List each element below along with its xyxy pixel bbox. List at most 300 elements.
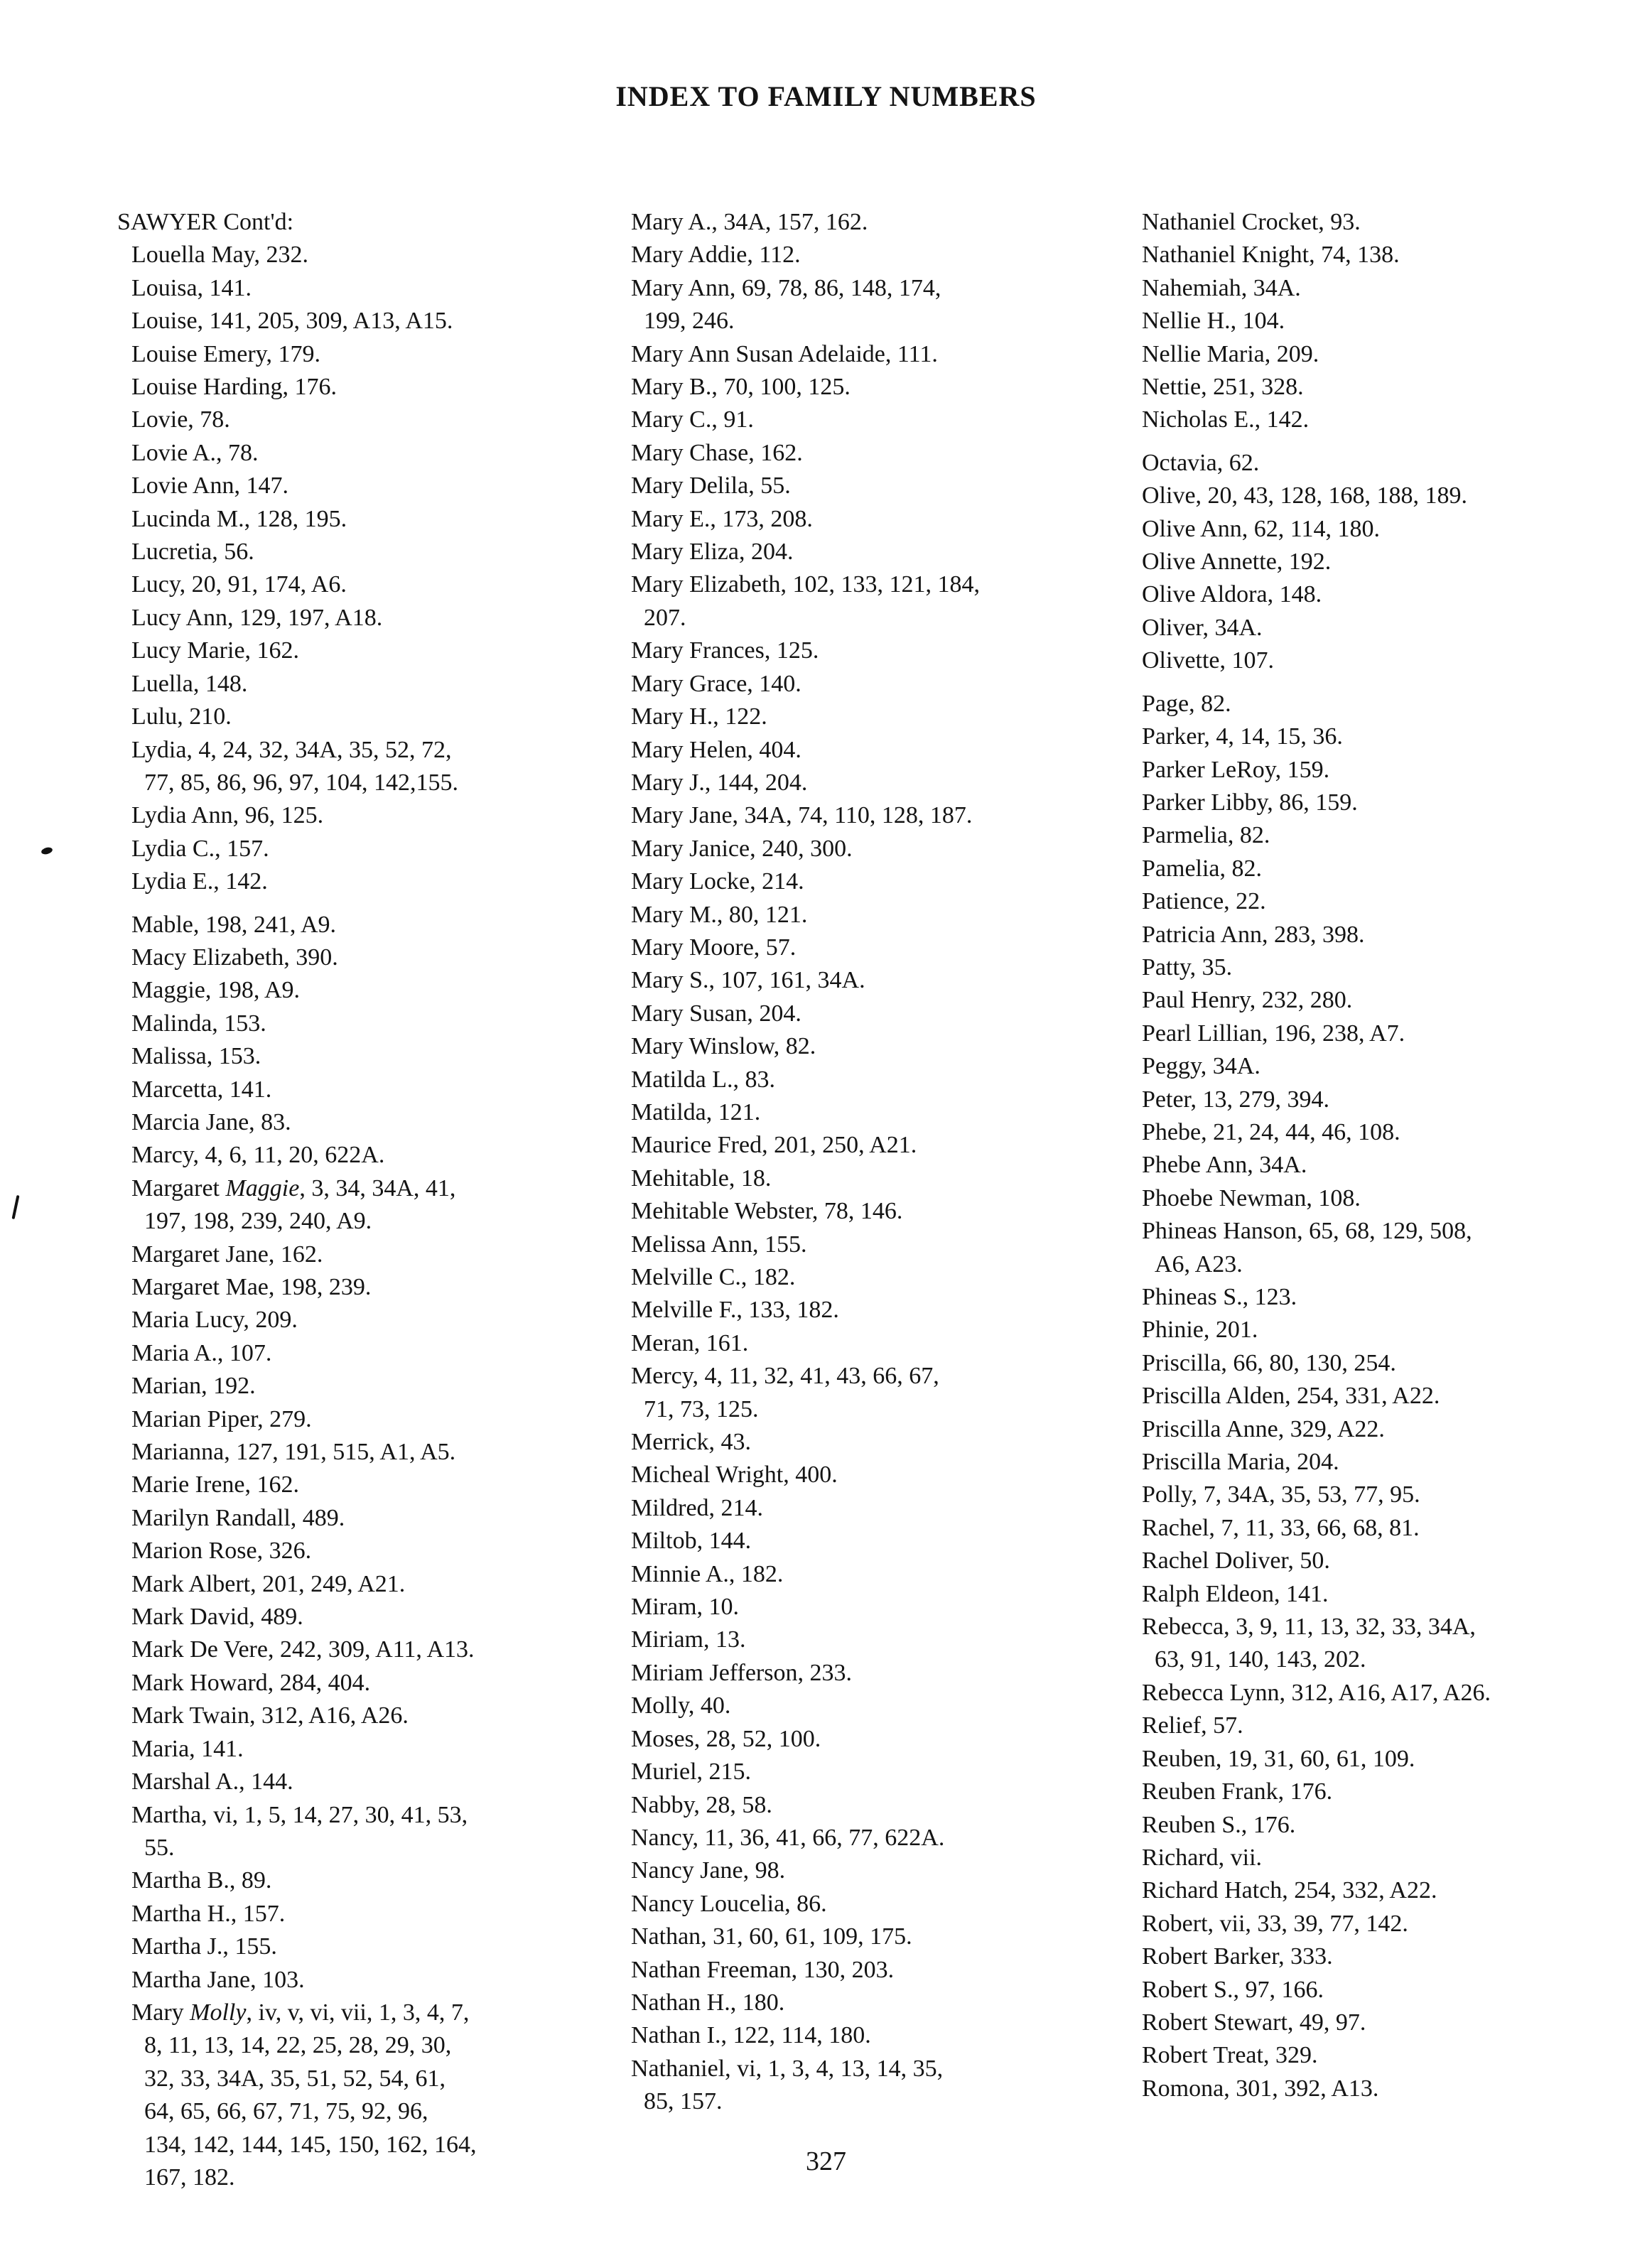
index-entry	[617, 437, 1100, 470]
index-entry	[117, 1304, 600, 1336]
index-entry	[117, 1930, 600, 1963]
index-entry-continuation: 77, 85, 86, 96, 97, 104, 142,155.	[144, 769, 458, 796]
index-entry	[617, 833, 1100, 865]
index-entry	[617, 503, 1100, 536]
index-entry	[617, 470, 1100, 502]
index-entry	[617, 1888, 1100, 1921]
index-entry	[117, 1040, 600, 1073]
index-entry	[617, 1426, 1100, 1459]
index-entry-line: Lucy Ann, 129, 197, A18.	[131, 604, 383, 631]
index-entry-line: Marianna, 127, 191, 515, A1, A5.	[131, 1439, 456, 1466]
index-entry	[1128, 1743, 1639, 1776]
index-entry	[117, 1568, 600, 1601]
index-entry	[1128, 371, 1639, 404]
index-entry	[1128, 720, 1639, 753]
index-entry-line: Lucy, 20, 91, 174, A6.	[131, 571, 347, 598]
index-entry	[117, 1074, 600, 1106]
index-entry	[617, 1921, 1100, 1953]
index-entry	[617, 1525, 1100, 1557]
index-entry	[1128, 1842, 1639, 1874]
index-entry	[1128, 1677, 1639, 1710]
index-entry	[1128, 546, 1639, 578]
index-entry-line: Maria A., 107.	[131, 1339, 272, 1366]
index-entry	[117, 1469, 600, 1501]
index-entry	[617, 1591, 1100, 1624]
index-entry-line: Lovie, 78.	[131, 406, 230, 433]
index-entry	[617, 1854, 1100, 1887]
index-entry-line: Mary Delila, 55.	[631, 472, 791, 499]
index-entry-line: Martha H., 157.	[131, 1900, 286, 1927]
letter-group-gap	[1128, 678, 1639, 688]
index-entry	[617, 1723, 1100, 1756]
index-entry	[1128, 1710, 1639, 1742]
index-entry	[617, 1162, 1100, 1195]
index-entry-line: Marilyn Randall, 489.	[131, 1504, 345, 1531]
index-entry	[117, 1964, 600, 1997]
index-entry	[1128, 1215, 1639, 1281]
index-entry-continuation: 64, 65, 66, 67, 71, 75, 92, 96,	[144, 2098, 428, 2125]
index-entry	[117, 602, 600, 634]
index-entry	[117, 1008, 600, 1040]
index-entry-line: Priscilla, 66, 80, 130, 254.	[1142, 1349, 1396, 1376]
index-entry-line: Mary A., 34A, 157, 162.	[631, 209, 868, 235]
index-entry-line: Robert Treat, 329.	[1142, 2042, 1318, 2069]
index-entry-line: Priscilla Maria, 204.	[1142, 1449, 1339, 1476]
index-entry-line: Louise Harding, 176.	[131, 374, 337, 401]
index-entry-line: Phebe, 21, 24, 44, 46, 108.	[1142, 1118, 1400, 1145]
index-entry-line: Marian, 192.	[131, 1373, 256, 1400]
index-entry-line: Minnie A., 182.	[631, 1560, 784, 1587]
index-entry-line: Polly, 7, 34A, 35, 53, 77, 95.	[1142, 1481, 1420, 1508]
index-entry	[117, 1106, 600, 1139]
index-entry-line: Louisa, 141.	[131, 274, 252, 301]
index-entry-line: Olive Ann, 62, 114, 180.	[1142, 515, 1380, 542]
index-entry-line: Nancy, 11, 36, 41, 66, 77, 622A.	[631, 1824, 945, 1851]
index-entry	[617, 1360, 1100, 1426]
index-entry	[117, 1633, 600, 1666]
index-entry-line: Melissa Ann, 155.	[631, 1231, 807, 1258]
index-entry-line: Mehitable, 18.	[631, 1165, 772, 1192]
index-entry-line: Phoebe Newman, 108.	[1142, 1184, 1361, 1211]
index-entry-line: Melville C., 182.	[631, 1264, 796, 1290]
index-entry	[117, 437, 600, 470]
index-entry-line: Mary Jane, 34A, 74, 110, 128, 187.	[631, 802, 973, 829]
page-number: 327	[806, 2146, 846, 2176]
index-entry-line: Reuben S., 176.	[1142, 1811, 1296, 1838]
index-entry-line: Mary Molly, iv, v, vi, vii, 1, 3, 4, 7,	[131, 1999, 470, 2026]
index-entry-line: Mark Twain, 312, A16, A26.	[131, 1702, 409, 1729]
index-entry-line: Lucy Marie, 162.	[131, 637, 300, 664]
index-entry	[117, 305, 600, 337]
index-entry-line: Mildred, 214.	[631, 1494, 764, 1521]
index-entry	[117, 941, 600, 974]
index-entry-line: Mary H., 122.	[631, 703, 767, 730]
index-entry	[617, 1789, 1100, 1822]
index-entry	[617, 568, 1100, 634]
index-entry-line: Miriam Jefferson, 233.	[631, 1659, 852, 1686]
index-entry-line: Mary Grace, 140.	[631, 670, 801, 697]
index-entry	[117, 1502, 600, 1535]
index-entry	[117, 865, 600, 898]
index-entry	[117, 568, 600, 601]
index-entry	[617, 1558, 1100, 1591]
index-entry-line: Nabby, 28, 58.	[631, 1791, 772, 1818]
index-entry-line: Mary Susan, 204.	[631, 1000, 801, 1027]
index-entry-line: Marion Rose, 326.	[131, 1538, 312, 1565]
index-entry-line: Olive Aldora, 148.	[1142, 581, 1322, 608]
index-entry	[617, 1195, 1100, 1228]
index-entry-line: Richard Hatch, 254, 332, A22.	[1142, 1877, 1437, 1904]
index-entry	[117, 1271, 600, 1304]
index-entry	[117, 974, 600, 1007]
index-entry-line: Micheal Wright, 400.	[631, 1462, 838, 1489]
index-entry	[1128, 1809, 1639, 1842]
index-entry-line: Margaret Mae, 198, 239.	[131, 1274, 372, 1300]
index-entry	[617, 404, 1100, 436]
index-entry-continuation: 207.	[644, 604, 686, 631]
index-entry-line: Miram, 10.	[631, 1594, 740, 1621]
index-entry-continuation: 63, 91, 140, 143, 202.	[1155, 1646, 1366, 1673]
index-entry-line: Rebecca Lynn, 312, A16, A17, A26.	[1142, 1679, 1491, 1706]
index-entry-line: Mary Locke, 214.	[631, 868, 804, 895]
index-entry-line: Nathaniel, vi, 1, 3, 4, 13, 14, 35,	[631, 2055, 944, 2082]
index-entry	[117, 833, 600, 865]
index-entry-line: Mercy, 4, 11, 32, 41, 43, 66, 67,	[631, 1363, 939, 1390]
index-entry-line: Mary Moore, 57.	[631, 934, 797, 961]
index-entry-line: Lydia E., 142.	[131, 868, 268, 895]
index-entry	[1128, 1974, 1639, 2007]
index-entry	[1128, 1413, 1639, 1446]
index-entry-line: Lucinda M., 128, 195.	[131, 505, 347, 532]
index-entry-line: Maria, 141.	[131, 1735, 244, 1762]
index-entry	[1128, 1017, 1639, 1050]
index-entry-line: Matilda L., 83.	[631, 1066, 776, 1093]
index-entry-line: Lucretia, 56.	[131, 539, 254, 566]
index-entry-line: Marcetta, 141.	[131, 1076, 272, 1103]
index-entry-line: Mary Winslow, 82.	[631, 1033, 816, 1060]
margin-ink-tick	[12, 1195, 20, 1219]
index-entry-line: Nathaniel Crocket, 93.	[1142, 209, 1361, 235]
index-entry	[117, 503, 600, 536]
index-entry	[617, 1228, 1100, 1261]
index-entry	[117, 1766, 600, 1798]
index-entry-line: Luella, 148.	[131, 670, 248, 697]
index-entry	[117, 799, 600, 832]
index-entry-line: Olive Annette, 192.	[1142, 549, 1332, 576]
index-entry	[1128, 2039, 1639, 2072]
index-entry	[117, 404, 600, 436]
index-entry	[1128, 853, 1639, 885]
index-entry	[117, 634, 600, 667]
index-entry-line: Reuben, 19, 31, 60, 61, 109.	[1142, 1745, 1415, 1772]
index-entry-continuation: 32, 33, 34A, 35, 51, 52, 54, 61,	[144, 2065, 446, 2092]
index-entry-line: Nathan Freeman, 130, 203.	[631, 1956, 895, 1983]
index-entry	[117, 1667, 600, 1700]
index-entry	[117, 909, 600, 941]
index-entry-line: Melville F., 133, 182.	[631, 1297, 839, 1324]
index-entry	[117, 1700, 600, 1732]
section-heading: SAWYER Cont'd:	[117, 209, 294, 235]
index-entry-line: Mehitable Webster, 78, 146.	[631, 1198, 903, 1225]
index-entry-continuation: 71, 73, 125.	[644, 1395, 759, 1422]
index-entry-line: Lulu, 210.	[131, 703, 232, 730]
index-entry-line: Olivette, 107.	[1142, 647, 1275, 674]
index-entry	[617, 206, 1100, 239]
index-entry-line: Olive, 20, 43, 128, 168, 188, 189.	[1142, 482, 1468, 509]
index-entry	[117, 1799, 600, 1865]
index-entry-line: Mary Ann Susan Adelaide, 111.	[631, 340, 938, 367]
index-entry	[617, 2053, 1100, 2119]
index-entry	[1128, 1578, 1639, 1611]
index-entry-line: Mary Helen, 404.	[631, 736, 801, 763]
index-entry-line: Parker Libby, 86, 159.	[1142, 789, 1358, 816]
index-entry	[1128, 1545, 1639, 1577]
index-entry	[1128, 1116, 1639, 1149]
index-entry-line: Martha Jane, 103.	[131, 1966, 305, 1993]
index-entry	[1128, 951, 1639, 984]
index-entry	[617, 1624, 1100, 1656]
index-entry-line: Mary Chase, 162.	[631, 439, 803, 466]
index-entry	[1128, 984, 1639, 1017]
index-entry	[117, 734, 600, 800]
index-entry-line: Oliver, 34A.	[1142, 614, 1263, 641]
index-entry	[117, 371, 600, 404]
index-entry	[617, 1294, 1100, 1327]
index-entry-line: Mary Addie, 112.	[631, 242, 801, 269]
index-entry-line: Matilda, 121.	[631, 1098, 761, 1125]
index-entry-line: Page, 82.	[1142, 690, 1231, 717]
index-entry	[617, 1822, 1100, 1854]
index-entry	[617, 272, 1100, 338]
index-entry	[117, 1601, 600, 1633]
index-entry-line: Pearl Lillian, 196, 238, A7.	[1142, 1020, 1405, 1047]
index-entry-line: Mary Frances, 125.	[631, 637, 819, 664]
index-entry-line: Patience, 22.	[1142, 888, 1266, 915]
index-entry	[117, 701, 600, 733]
index-entry-line: Pamelia, 82.	[1142, 855, 1263, 882]
index-entry-line: Robert Barker, 333.	[1142, 1943, 1333, 1970]
index-entry-line: Nathan I., 122, 114, 180.	[631, 2022, 871, 2049]
index-entry	[617, 1129, 1100, 1162]
index-entry-line: Martha J., 155.	[131, 1933, 277, 1960]
index-entry-line: Mark Howard, 284, 404.	[131, 1669, 371, 1696]
index-entry-line: Mary B., 70, 100, 125.	[631, 374, 851, 401]
index-entry-line: Romona, 301, 392, A13.	[1142, 2075, 1379, 2102]
index-entry-line: Malissa, 153.	[131, 1043, 261, 1070]
index-entry-line: Lydia Ann, 96, 125.	[131, 802, 324, 829]
index-entry	[1128, 688, 1639, 720]
index-entry	[617, 371, 1100, 404]
index-entry	[117, 668, 600, 701]
index-entry	[117, 1370, 600, 1403]
index-entry	[617, 668, 1100, 701]
index-entry	[1128, 578, 1639, 611]
index-entry	[1128, 404, 1639, 436]
index-entry-line: Ralph Eldeon, 141.	[1142, 1580, 1329, 1607]
index-entry-line: Mary E., 173, 208.	[631, 505, 813, 532]
index-entry	[1128, 2073, 1639, 2105]
index-entry-continuation: 134, 142, 144, 145, 150, 162, 164,	[144, 2131, 477, 2158]
index-entry	[617, 1459, 1100, 1491]
index-entry-line: Moses, 28, 52, 100.	[631, 1725, 821, 1752]
index-entry	[617, 701, 1100, 733]
index-entry	[617, 1261, 1100, 1294]
index-entry	[1128, 754, 1639, 787]
index-entry-line: Marie Irene, 162.	[131, 1471, 300, 1498]
index-entry-line: Richard, vii.	[1142, 1844, 1263, 1871]
index-entry	[117, 1864, 600, 1897]
index-entry	[1128, 1084, 1639, 1116]
index-entry	[1128, 447, 1639, 480]
index-entry	[1128, 1380, 1639, 1413]
index-entry-line: Nicholas E., 142.	[1142, 406, 1310, 433]
index-entry	[1128, 644, 1639, 677]
index-entry	[617, 1030, 1100, 1063]
index-entry-line: Paul Henry, 232, 280.	[1142, 987, 1353, 1014]
index-entry-line: Phineas Hanson, 65, 68, 129, 508,	[1142, 1218, 1472, 1245]
index-entry	[117, 1139, 600, 1172]
index-entry	[117, 1535, 600, 1567]
index-entry-line: Mark De Vere, 242, 309, A11, A13.	[131, 1636, 475, 1663]
index-entry	[1128, 239, 1639, 271]
index-entry-line: Lydia, 4, 24, 32, 34A, 35, 52, 72,	[131, 736, 452, 763]
index-entry-line: Mark David, 489.	[131, 1604, 303, 1631]
index-entry-line: Nellie Maria, 209.	[1142, 340, 1319, 367]
index-entry-line: Louise, 141, 205, 309, A13, A15.	[131, 308, 453, 335]
index-entry	[617, 1492, 1100, 1525]
index-entry-continuation: 8, 11, 13, 14, 22, 25, 28, 29, 30,	[144, 2032, 452, 2059]
index-entry-continuation: 167, 182.	[144, 2164, 235, 2191]
index-entry-line: Macy Elizabeth, 390.	[131, 944, 338, 971]
index-entry	[1128, 1050, 1639, 1083]
index-entry-line: Relief, 57.	[1142, 1712, 1243, 1739]
index-entry	[117, 1898, 600, 1930]
index-entry-line: Nancy Jane, 98.	[631, 1857, 786, 1884]
index-entry	[617, 1690, 1100, 1722]
index-entry	[1128, 1479, 1639, 1511]
index-entry-continuation: 197, 198, 239, 240, A9.	[144, 1208, 372, 1235]
letter-group-gap	[117, 899, 600, 909]
index-entry	[1128, 513, 1639, 546]
index-entry	[617, 998, 1100, 1030]
index-entry-line: Mary M., 80, 121.	[631, 901, 808, 928]
index-entry	[1128, 612, 1639, 644]
index-entry	[1128, 819, 1639, 852]
index-entry	[117, 1436, 600, 1469]
index-entry-line: Malinda, 153.	[131, 1010, 266, 1037]
index-entry-continuation: A6, A23.	[1155, 1251, 1243, 1278]
index-entry	[117, 470, 600, 502]
index-entry	[617, 799, 1100, 832]
index-entry-line: Nathaniel Knight, 74, 138.	[1142, 242, 1400, 269]
index-column-3	[1128, 206, 1639, 2105]
index-entry-line: Margaret Jane, 162.	[131, 1241, 323, 1268]
index-entry-line: Louise Emery, 179.	[131, 340, 320, 367]
index-entry	[617, 865, 1100, 898]
index-entry	[617, 734, 1100, 767]
index-entry-line: Muriel, 215.	[631, 1759, 752, 1786]
index-entry	[117, 338, 600, 371]
index-entry	[1128, 885, 1639, 918]
index-entry	[617, 1756, 1100, 1788]
index-entry-line: Martha, vi, 1, 5, 14, 27, 30, 41, 53,	[131, 1801, 468, 1828]
index-entry	[1128, 272, 1639, 305]
index-entry	[1128, 1611, 1639, 1677]
index-entry	[117, 1337, 600, 1370]
index-entry-line: Mary Eliza, 204.	[631, 539, 794, 566]
index-entry	[617, 1954, 1100, 1987]
index-entry	[1128, 1347, 1639, 1380]
index-entry	[1128, 1512, 1639, 1545]
index-entry-line: Marcy, 4, 6, 11, 20, 622A.	[131, 1142, 385, 1169]
index-entry-line: Mary Janice, 240, 300.	[631, 835, 853, 862]
index-entry-line: Parmelia, 82.	[1142, 822, 1270, 849]
index-entry-line: Peter, 13, 279, 394.	[1142, 1086, 1329, 1113]
index-entry	[1128, 1182, 1639, 1215]
index-entry-line: Nahemiah, 34A.	[1142, 274, 1301, 301]
index-entry-line: Molly, 40.	[631, 1692, 731, 1719]
index-column-2	[617, 206, 1100, 2119]
index-entry	[117, 239, 600, 271]
index-entry-line: Octavia, 62.	[1142, 449, 1260, 476]
index-entry	[1128, 206, 1639, 239]
index-entry	[1128, 1874, 1639, 1907]
index-entry	[617, 931, 1100, 964]
index-entry-line: Parker, 4, 14, 15, 36.	[1142, 723, 1343, 750]
index-entry-line: Louella May, 232.	[131, 242, 308, 269]
index-entry	[617, 1327, 1100, 1360]
index-entry-line: Lydia C., 157.	[131, 835, 269, 862]
index-entry	[617, 536, 1100, 568]
index-entry-line: Robert S., 97, 166.	[1142, 1976, 1324, 2003]
page-title: INDEX TO FAMILY NUMBERS	[615, 80, 1037, 112]
index-entry	[617, 1657, 1100, 1690]
index-entry	[1128, 1940, 1639, 1973]
index-entry-continuation: 199, 246.	[644, 308, 735, 335]
index-entry-line: Mable, 198, 241, A9.	[131, 911, 337, 938]
index-entry	[117, 1733, 600, 1766]
index-entry-line: Robert Stewart, 49, 97.	[1142, 2009, 1366, 2036]
index-entry	[1128, 305, 1639, 337]
index-entry	[1128, 2007, 1639, 2039]
index-entry-line: Maria Lucy, 209.	[131, 1307, 298, 1334]
index-entry	[1128, 1446, 1639, 1479]
index-entry	[617, 239, 1100, 271]
index-entry-line: Priscilla Anne, 329, A22.	[1142, 1415, 1385, 1442]
index-column-1	[117, 206, 600, 2194]
index-entry	[1128, 1149, 1639, 1182]
index-entry-line: Maurice Fred, 201, 250, A21.	[631, 1132, 917, 1159]
index-entry	[117, 272, 600, 305]
index-entry	[117, 1172, 600, 1238]
index-entry	[617, 767, 1100, 799]
index-entry-continuation: 55.	[144, 1834, 175, 1861]
index-entry-line: Rebecca, 3, 9, 11, 13, 32, 33, 34A,	[1142, 1614, 1476, 1641]
index-entry-line: Margaret Maggie, 3, 34, 34A, 41,	[131, 1174, 456, 1201]
index-entry-line: Marian Piper, 279.	[131, 1405, 312, 1432]
index-entry-line: Peggy, 34A.	[1142, 1053, 1260, 1080]
index-entry-line: Nellie H., 104.	[1142, 308, 1285, 335]
index-entry-line: Mary Elizabeth, 102, 133, 121, 184,	[631, 571, 981, 598]
index-entry	[1128, 1281, 1639, 1314]
index-entry	[617, 899, 1100, 931]
index-entry-line: Phinie, 201.	[1142, 1317, 1258, 1344]
index-entry-line: Priscilla Alden, 254, 331, A22.	[1142, 1383, 1440, 1410]
index-entry	[617, 964, 1100, 997]
index-entry-line: Mary J., 144, 204.	[631, 769, 808, 796]
index-entry	[1128, 480, 1639, 512]
index-entry	[617, 2019, 1100, 2052]
